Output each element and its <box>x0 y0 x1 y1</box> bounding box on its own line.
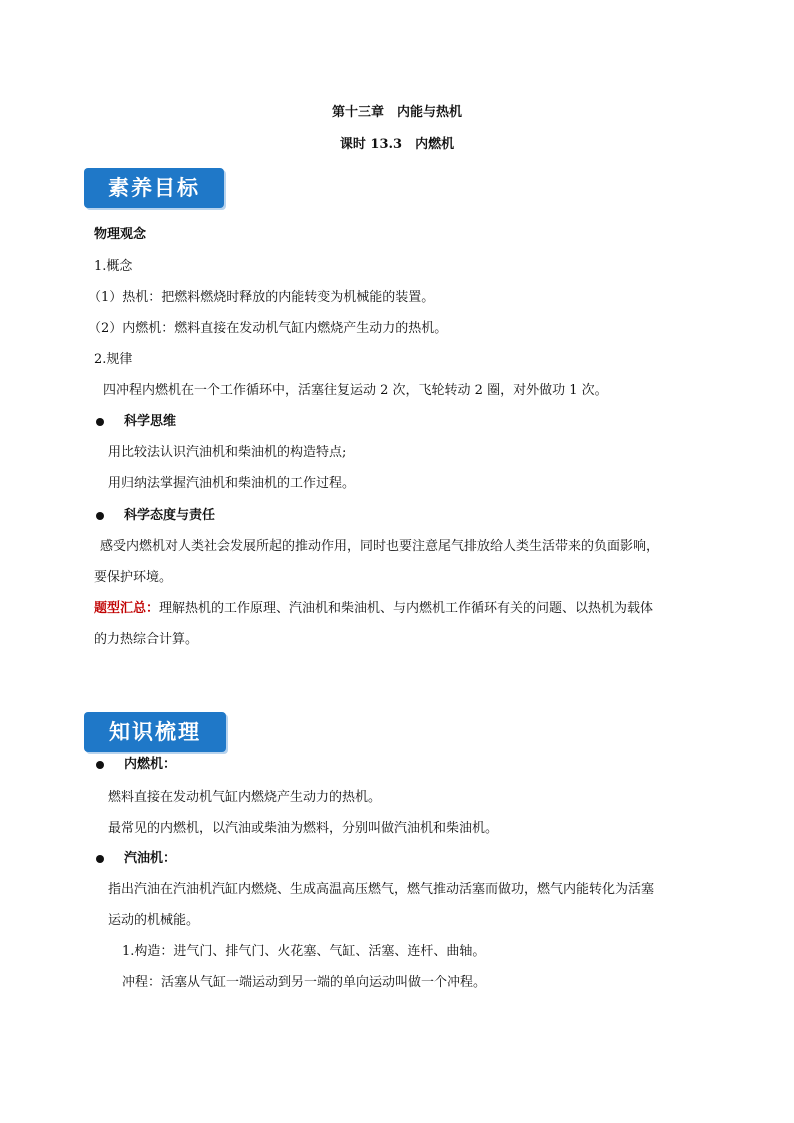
gas-line-1: 指出汽油在汽油机汽缸内燃烧、生成高温高压燃气，燃气推动活塞而做功，燃气内能转化为活塞 <box>108 882 655 897</box>
bullet-icon <box>96 761 104 769</box>
bullet-icon <box>96 512 104 520</box>
section-banner-goals: 素养目标 <box>84 168 224 208</box>
ice-line-2: 最常见的内燃机，以汽油或柴油为燃料，分别叫做汽油机和柴油机。 <box>108 821 499 836</box>
bullet-icon <box>96 855 104 863</box>
ice-heading: 内燃机： <box>124 757 177 772</box>
chapter-title: 第十三章 内能与热机 <box>331 105 462 120</box>
concept-heading: 1.概念 <box>94 259 133 274</box>
lesson-title: 课时 13.3 内燃机 <box>339 137 455 152</box>
sci-attitude-heading: 科学态度与责任 <box>124 508 216 523</box>
summary-line-1 <box>94 599 653 619</box>
bullet-icon <box>96 418 104 426</box>
sci-thinking-heading: 科学思维 <box>124 414 177 429</box>
gas-heading: 汽油机： <box>124 851 177 866</box>
summary-line-2: 的力热综合计算。 <box>94 632 199 647</box>
gas-line-2: 运动的机械能。 <box>108 913 200 928</box>
physics-concept-heading: 物理观念 <box>94 227 147 242</box>
stroke-line: 冲程：活塞从气缸一端运动到另一端的单向运动叫做一个冲程。 <box>122 975 487 990</box>
section-banner-knowledge: 知识梳理 <box>84 712 226 752</box>
attitude-line-1: 感受内燃机对人类社会发展所起的推动作用，同时也要注意尾气排放给人类生活带来的负面影响， <box>100 539 660 554</box>
thinking-item-1: 用比较法认识汽油机和柴油机的构造特点; <box>108 445 347 460</box>
rule-heading: 2.规律 <box>94 352 133 367</box>
thinking-item-2: 用归纳法掌握汽油机和柴油机的工作过程。 <box>108 476 356 491</box>
rule-item-1: 四冲程内燃机在一个工作循环中，活塞往复运动 2 次，飞轮转动 2 圈，对外做功 1 次。 <box>103 383 608 398</box>
concept-item-1: （1）热机：把燃料燃烧时释放的内能转变为机械能的装置。 <box>88 290 435 305</box>
ice-line-1: 燃料直接在发动机气缸内燃烧产生动力的热机。 <box>108 790 382 805</box>
structure-line: 1.构造：进气门、排气门、火花塞、气缸、活塞、连杆、曲轴。 <box>122 944 486 959</box>
concept-item-2: （2）内燃机：燃料直接在发动机气缸内燃烧产生动力的热机。 <box>88 321 448 336</box>
summary-label: 题型汇总： <box>94 601 160 616</box>
summary-text: 理解热机的工作原理、汽油机和柴油机、与内燃机工作循环有关的问题、以热机为载体 <box>159 601 654 616</box>
attitude-line-2: 要保护环境。 <box>94 570 173 585</box>
